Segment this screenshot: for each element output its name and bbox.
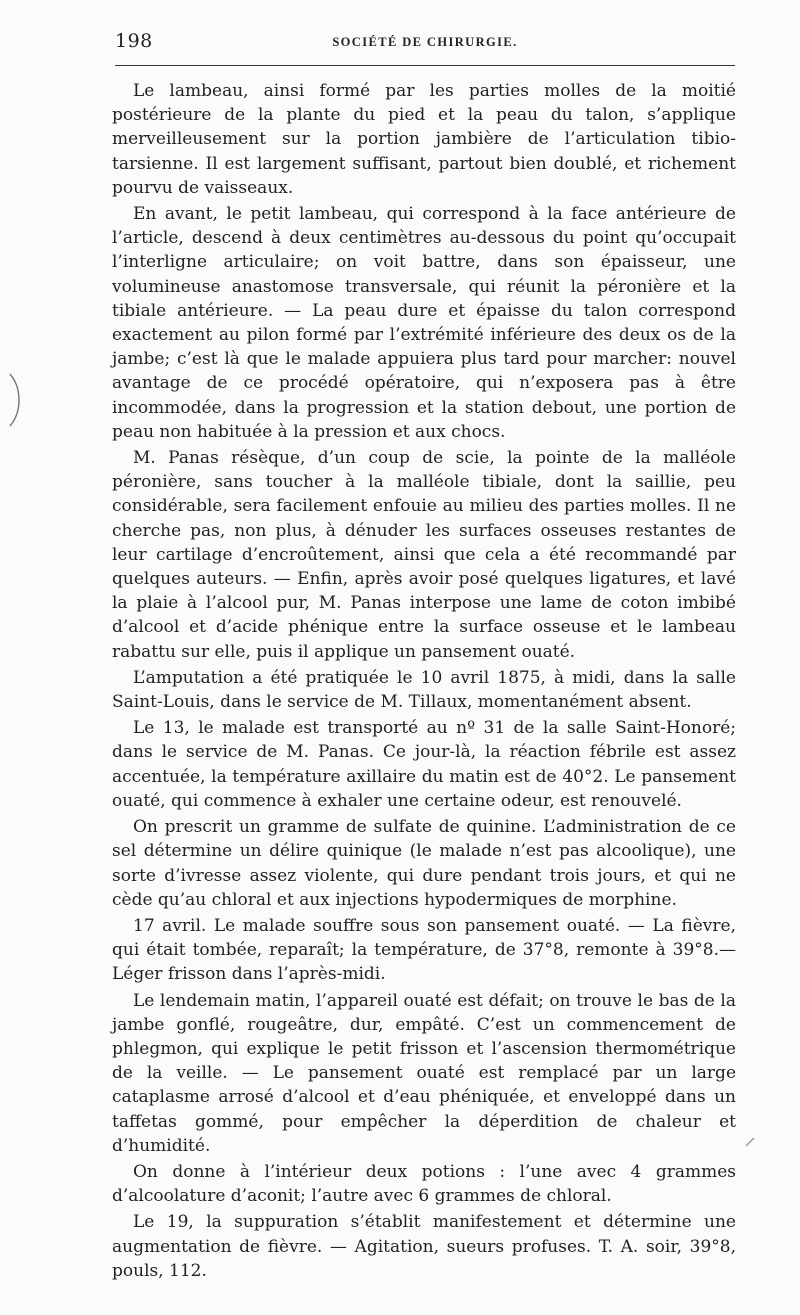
paragraph: En avant, le petit lambeau, qui correspond à la face antérieure de l’article, descend à deux centimètres au-dessous du point qu’occupait l’interligne articulaire; on voit battre, dans son épaisseur, une volumineuse anastomose transversale, qui réunit la péronière et la tibiale antérieure. — La peau dure et épaisse du talon correspond exactement au pilon formé par l’extrémité inférieure des deux os de la jambe; c’est là que le malade appuiera plus tard pour marcher: nouvel avantage de ce procédé opératoire, qui n’exposera pas à être incommodée, dans la progression et la station debout, une portion de peau non habituée à la pression et aux chocs. [112,204,736,442]
paragraph: Le 13, le malade est transporté au nº 31 de la salle Saint-Honoré; dans le service de M. Panas. Ce jour-là, la réaction fébrile est assez accentuée, la température axillaire du matin est de 40°2. Le pansement ouaté, qui commence à exhaler une certaine odeur, est renouvelé. [112,718,736,811]
running-head: SOCIÉTÉ DE CHIRURGIE. [332,35,518,49]
paragraph: On donne à l’intérieur deux potions : l’une avec 4 grammes d’alcoolature d’aconit; l’autre avec 6 grammes de chloral. [112,1161,736,1207]
paragraph: 17 avril. Le malade souffre sous son pansement ouaté. — La fièvre, qui était tombée, reparaît; la température, de 37°8, remonte à 39°8.— Léger frisson dans l’après-midi. [112,915,736,985]
paragraph: Le lendemain matin, l’appareil ouaté est défait; on trouve le bas de la jambe gonflé, rougeâtre, dur, empâté. C’est un commencement de phlegmon, qui explique le petit frisson et l’ascension thermométrique de la veille. — Le pansement ouaté est remplacé par un large cataplasme arrosé d’alcool et d’eau phéniquée, et enveloppé dans un taffetas gommé, pour empêcher la déperdition de chaleur et d’humidité. [112,990,736,1156]
paragraph: Le 19, la suppuration s’établit manifestement et détermine une augmentation de fièvre. — Agitation, sueurs profuses. T. A. soir, 39°8, pouls, 112. [112,1212,736,1281]
header-rule [115,65,735,66]
paragraph: M. Panas résèque, d’un coup de scie, la pointe de la malléole péronière, sans toucher à la malléole tibiale, dont la saillie, peu considérable, sera facilement enfouie au milieu des parties molles. Il ne cherche pas, non plus, à dénuder les surfaces osseuses restantes de leur cartilage d’encroûtement, ainsi que cela a été recommandé par quelques auteurs. — Enfin, après avoir posé quelques ligatures, et lavé la plaie à l’alcool pur, M. Panas interpose une lame de coton imbibé d’alcool et d’acide phénique entre la surface osseuse et le lambeau rabattu sur elle, puis il applique un pansement ouaté. [112,448,736,662]
paragraph: On prescrit un gramme de sulfate de quinine. L’administration de ce sel détermine un délire quinique (le malade n’est pas alcoolique), une sorte d’ivresse assez violente, qui dure pendant trois jours, et qui ne cède qu’au chloral et aux injections hypodermiques de morphine. [112,817,736,910]
margin-tick-mark [744,1136,756,1148]
paragraph: L’amputation a été pratiquée le 10 avril 1875, à midi, dans la salle Saint-Louis, dans le service de M. Tillaux, momentanément absent. [112,667,736,713]
page-header [115,26,735,56]
body-text [112,79,736,1285]
page-number: 198 [115,30,153,52]
paragraph: Le lambeau, ainsi formé par les parties molles de la moitié postérieure de la plante du pied et la peau du talon, s’applique merveilleusement sur la portion jambière de l’articulation tibio-tarsienne. Il est largement suffisant, partout bien doublé, et richement pourvu de vaisseaux. [112,81,736,198]
margin-paren-mark [8,370,24,430]
